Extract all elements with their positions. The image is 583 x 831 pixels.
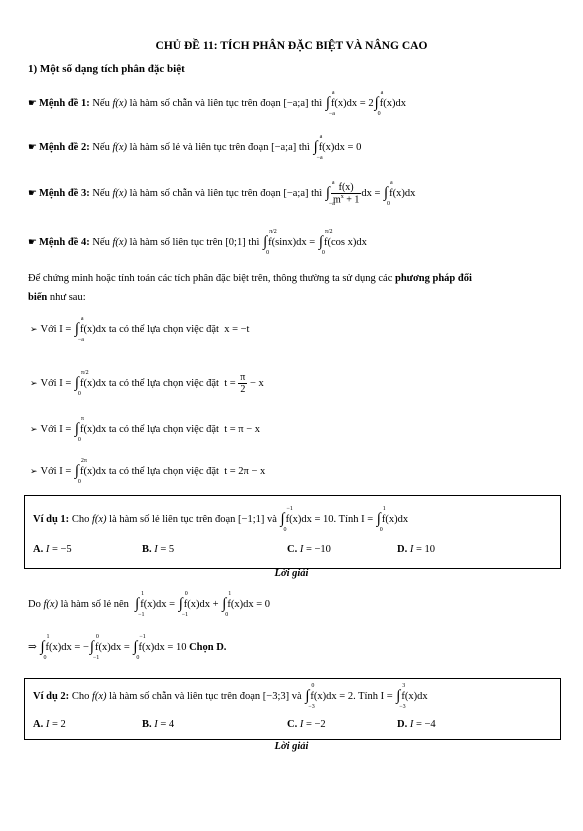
- hand-pointer-icon: ☛: [28, 188, 37, 200]
- proposition-label: Mệnh đề 4:: [38, 236, 90, 248]
- proposition-1: ☛ Mệnh đề 1: Nếu f(x) là hàm số chẵn và liên tục trên đoạn [−a;a] thì ∫ a −a f(x)dx = 2∫ a 0 f(x)dx: [28, 90, 406, 117]
- arrow-bullet-icon: ➢: [30, 423, 38, 434]
- proposition-4: ☛ Mệnh đề 4: Nếu f(x) là hàm số liên tục trên [0;1] thì ∫ π/2 0 f(sinx)dx = ∫ π/2 0 f(cos x)dx: [28, 229, 367, 256]
- example-2-box: [24, 678, 561, 740]
- answer-d[interactable]: D. I = 10: [397, 544, 436, 555]
- proposition-label: Mệnh đề 3:: [38, 188, 90, 200]
- answer-d[interactable]: D. I = −4: [397, 719, 436, 730]
- proposition-label: Mệnh đề 2:: [38, 141, 90, 153]
- example-2-question: Ví dụ 2: Cho f(x) là hàm số chẵn và liên tục trên đoạn [−3;3] và ∫ 0 −3 f(x)dx = 2. Tính I = ∫ 3 −3 f(x)dx: [33, 683, 428, 710]
- arrow-bullet-icon: ➢: [30, 465, 38, 476]
- hand-pointer-icon: ☛: [28, 141, 37, 153]
- proposition-2: ☛ Mệnh đề 2: Nếu f(x) là hàm số lẻ và liên tục trên đoạn [−a;a] thì ∫ a −a f(x)dx = 0: [28, 134, 362, 161]
- answer-c[interactable]: C. I = −2: [287, 719, 326, 730]
- hand-pointer-icon: ☛: [28, 236, 37, 248]
- proposition-label: Mệnh đề 1:: [38, 97, 90, 109]
- answer-a[interactable]: A. I = −5: [33, 544, 72, 555]
- solution-1-line-2: ⇒ ∫ 1 0 f(x)dx = −∫ 0 −1 f(x)dx = ∫ −1 0 f(x)dx = 10 Chọn D.: [28, 634, 227, 661]
- answer-b[interactable]: B. I = 4: [142, 719, 175, 730]
- section-heading: 1) Một số dạng tích phân đặc biệt: [28, 63, 185, 75]
- bullet-1: ➢ Với I = ∫ a −a f(x)dx ta có thể lựa chọn việc đặt x = −t: [30, 316, 250, 343]
- answer-c[interactable]: C. I = −10: [287, 544, 331, 555]
- example-1-question: Ví dụ 1: Cho f(x) là hàm số lẻ liên tục trên đoạn [−1;1] và ∫ −1 0 f(x)dx = 10. Tính I = ∫ 1 0 f(x)dx: [33, 506, 409, 533]
- solution-1-line-1: Do f(x) là hàm số lẻ nên ∫ 1 −1 f(x)dx = ∫ 0 −1 f(x)dx + ∫ 1 0 f(x)dx = 0: [28, 591, 270, 618]
- integral-symbol: ∫ a −a: [325, 90, 335, 117]
- arrow-bullet-icon: ➢: [30, 323, 38, 334]
- hand-pointer-icon: ☛: [28, 97, 37, 109]
- proposition-3: ☛ Mệnh đề 3: Nếu f(x) là hàm số chẵn và liên tục trên đoạn [−a;a] thì ∫ a −a $\frac{f(x)}{m^x + 1}$ dx = ∫ a 0 f(x)dx: [28, 180, 416, 208]
- intro-paragraph-cont: biến như sau:: [28, 292, 86, 303]
- answer-a[interactable]: A. I = 2: [33, 719, 66, 730]
- arrow-bullet-icon: ➢: [30, 377, 38, 388]
- example-1-box: [24, 495, 561, 569]
- answer-b[interactable]: B. I = 5: [142, 544, 175, 555]
- bullet-3: ➢ Với I = ∫ π 0 f(x)dx ta có thể lựa chọn việc đặt t = π − x: [30, 416, 261, 443]
- bullet-2: ➢ Với I = ∫ π/2 0 f(x)dx ta có thể lựa chọn việc đặt t = $\frac{\pi}{2}$ − x: [30, 370, 264, 397]
- bullet-4: ➢ Với I = ∫ 2π 0 f(x)dx ta có thể lựa chọn việc đặt t = 2π − x: [30, 458, 266, 485]
- page-title: CHỦ ĐỀ 11: TÍCH PHÂN ĐẶC BIỆT VÀ NÂNG CAO: [155, 40, 428, 52]
- intro-paragraph: Để chứng minh hoặc tính toán các tích phân đặc biệt trên, thông thường ta sử dụng các phương pháp đổi: [28, 273, 472, 284]
- solution-label: Lời giải: [274, 568, 309, 579]
- solution-label-2: Lời giải: [274, 741, 309, 752]
